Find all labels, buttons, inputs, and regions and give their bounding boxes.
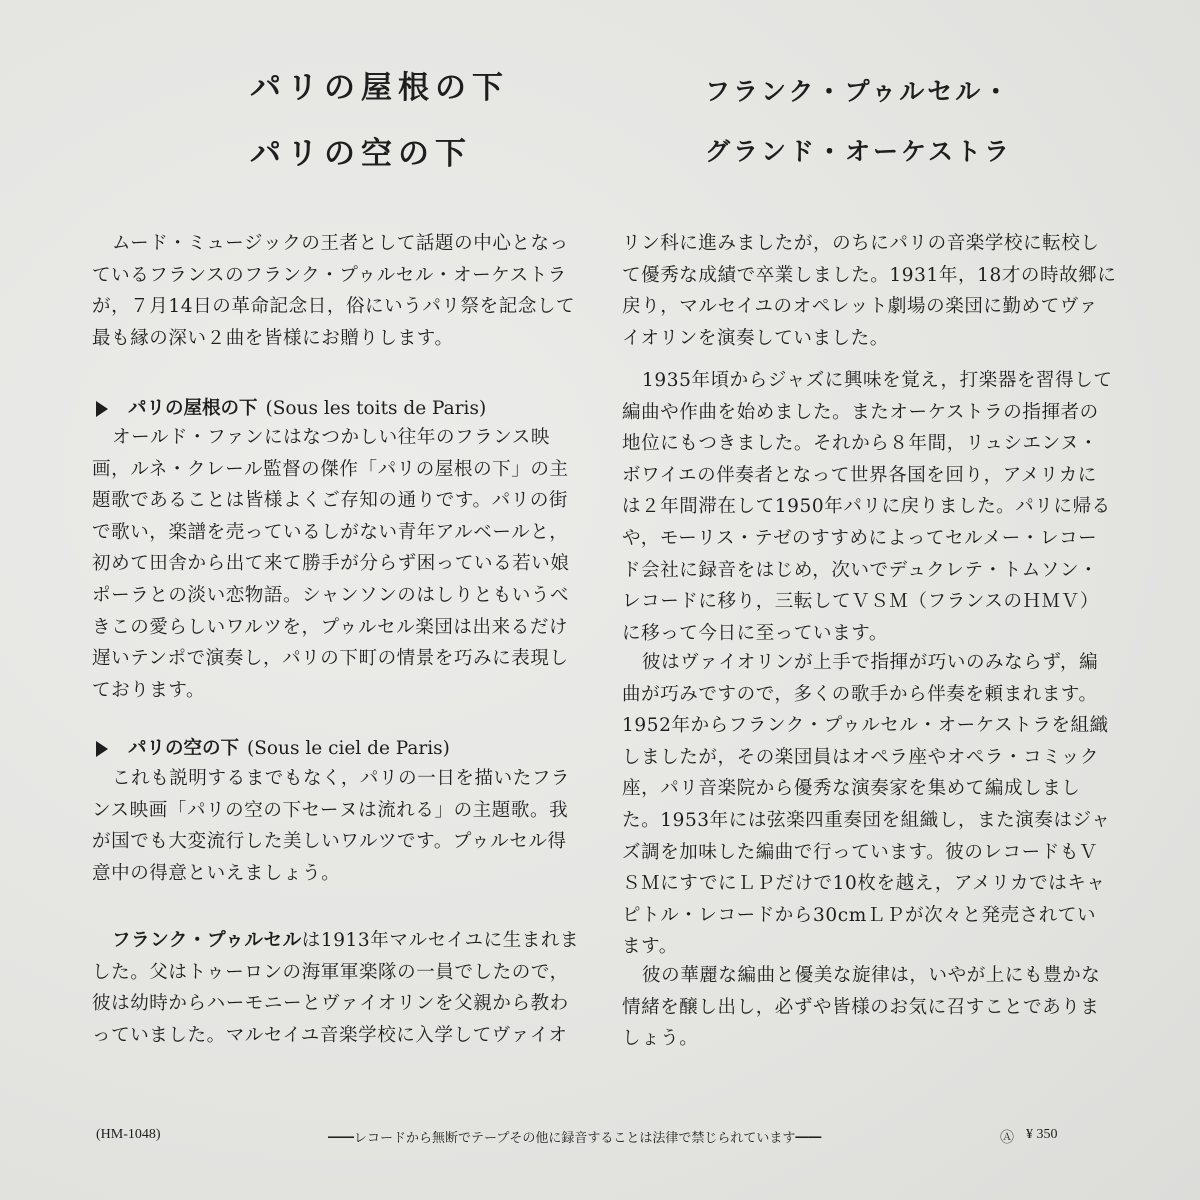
text-line: 情緒を醸し出し，必ずや皆様のお気に召すことでありま: [622, 996, 1100, 1018]
text-line: ズ調を加味した編曲で行っています。彼のレコードもＶ: [622, 841, 1099, 863]
text-line: 曲が巧みですので，多くの歌手から伴奏を頼まれます。: [622, 683, 1098, 705]
text-line: リン科に進みましたが，のちにパリの音楽学校に転校し: [622, 233, 1100, 254]
text-line: しましたが，その楽団員はオペラ座やオペラ・コミック: [622, 746, 1100, 768]
text-line: 意中の得意といえましょう。: [92, 862, 341, 884]
bio-rest: [92, 957, 579, 1052]
text-line: て優秀な成績で卒業しました。1931年，18才の時故郷に: [622, 264, 1117, 286]
song2-heading-fr: (Sous le ciel de Paris): [247, 738, 450, 759]
text-line: 1952年からフランク・プゥルセル・オーケストラを組織: [622, 715, 1109, 737]
text-line: これも説明するまでもなく，パリの一日を描いたフラ: [112, 768, 571, 789]
text-line: ボワイエの伴奏者となって世界各国を回り，アメリカに: [622, 464, 1097, 486]
text-line: ムード・ミュージックの王者として話題の中心となっ: [112, 233, 569, 254]
text-line: 座，パリ音楽院から優秀な演奏家を集めて編成しまし: [622, 778, 1081, 800]
song1-heading: [96, 394, 486, 420]
right-paragraph-3: [622, 647, 1110, 963]
text-line: ピトル・レコードから30cmＬＰが次々と発売されてい: [622, 904, 1097, 926]
a-mark-icon: Ⓐ: [1000, 1131, 1014, 1146]
text-line: ＳＭにすでにＬＰだけで10枚を越え，アメリカではキャ: [622, 873, 1106, 895]
right-paragraph-1: [622, 228, 1116, 354]
text-line: 遅いテンポで演奏し，パリの下町の情景を巧みに表現し: [92, 648, 569, 670]
copyright-notice: ━━レコードから無断でテープその他に録音することは法律で禁じられています━━: [328, 1130, 822, 1145]
text-line: 戻り，マルセイユのオペレット劇場の楽団に勤めてヴァ: [622, 296, 1098, 318]
text-line: 画，ルネ・クレール監督の傑作「パリの屋根の下」の主: [92, 458, 569, 480]
text-line: た。1953年には弦楽四重奏団を組織し，また演奏はジャ: [622, 809, 1111, 831]
text-line: ド会社に録音をはじめ，次いでデュクレテ・トムソン・: [622, 559, 1099, 581]
text-line: ているフランスのフランク・プゥルセル・オーケストラ: [92, 264, 567, 286]
catalog-number: (HM-1048): [96, 1127, 161, 1142]
text-line: きこの愛らしいワルツを，プゥルセル楽団は出来るだけ: [92, 616, 569, 638]
text-line: 1935年頃からジャズに興味を覚え，打楽器を習得して: [642, 370, 1113, 391]
song2-paragraph: [92, 763, 570, 889]
song1-heading-fr: (Sous les toits de Paris): [265, 398, 487, 419]
text-line: 彼の華麗な編曲と優美な旋律は，いやが上にも豊かな: [642, 965, 1101, 986]
right-paragraph-2: [622, 365, 1112, 649]
text-line: や，モーリス・テゼのすすめによってセルメー・レコー: [622, 527, 1098, 549]
artist-title-line-1: フランク・プゥルセル・: [705, 77, 1012, 106]
song1-heading-jp: パリの屋根の下: [128, 398, 258, 419]
text-line: 地位にもつきました。それから８年間，リュシエンヌ・: [622, 433, 1099, 455]
text-line: は２年間滞在して1950年パリに戻りました。パリに帰る: [622, 496, 1111, 518]
text-line: が国でも大変流行した美しいワルツです。プゥルセル得: [92, 831, 567, 853]
text-line: 編曲や作曲を始めました。またオーケストラの指揮者の: [622, 401, 1099, 423]
text-line: した。父はトゥーロンの海軍軍楽隊の一員でしたので，: [92, 961, 569, 983]
text-line: 最も縁の深い２曲を皆様にお贈りします。: [92, 327, 454, 349]
text-line: しょう。: [622, 1028, 699, 1050]
text-line: 彼は幼時からハーモニーとヴァイオリンを父親から教わ: [92, 993, 569, 1015]
text-line: が，７月14日の革命記念日，俗にいうパリ祭を記念して: [92, 296, 576, 318]
text-line: オールド・ファンにはなつかしい往年のフランス映: [112, 427, 551, 448]
text-line: イオリンを演奏していました。: [622, 327, 889, 349]
text-line: ております。: [92, 679, 206, 701]
song2-heading: [96, 734, 450, 760]
text-line: に移って今日に至っています。: [622, 622, 888, 644]
bio-first-line: [92, 925, 579, 957]
bio-first-rest: は1913年マルセイユに生まれま: [301, 930, 580, 951]
song2-heading-jp: パリの空の下: [128, 738, 240, 759]
intro-paragraph: [92, 228, 575, 354]
bio-name: フランク・プゥルセル: [112, 930, 302, 951]
artist-title-line-2: グランド・オーケストラ: [705, 137, 1013, 166]
right-paragraph-4: [622, 960, 1100, 1055]
text-line: っていました。マルセイユ音楽学校に入学してヴァイオ: [92, 1024, 568, 1046]
song-title-1: パリの屋根の下: [250, 70, 509, 106]
text-line: 彼はヴァイオリンが上手で指揮が巧いのみならず，編: [642, 652, 1099, 673]
text-line: 題歌であることは皆様よくご存知の通りです。パリの街: [92, 490, 569, 512]
text-line: 初めて田舎から出て来て勝手が分らず困っている若い娘: [92, 553, 570, 575]
price: ¥ 350: [1026, 1127, 1058, 1142]
triangle-bullet-icon: [96, 741, 108, 757]
text-line: ンス映画「パリの空の下セーヌは流れる」の主題歌。我: [92, 799, 569, 821]
text-line: で歌い，楽譜を売っているしがない青年アルベールと，: [92, 521, 569, 543]
text-line: ポーラとの淡い恋物語。シャンソンのはしりともいうべ: [92, 584, 570, 606]
bio-paragraph: [92, 925, 579, 1051]
song1-paragraph: [92, 422, 570, 706]
triangle-bullet-icon: [96, 401, 108, 417]
text-line: レコードに移り，三転してＶＳＭ（フランスのＨＭＶ）: [622, 591, 1099, 613]
song-title-2: パリの空の下: [250, 136, 472, 172]
text-line: ます。: [622, 936, 678, 958]
